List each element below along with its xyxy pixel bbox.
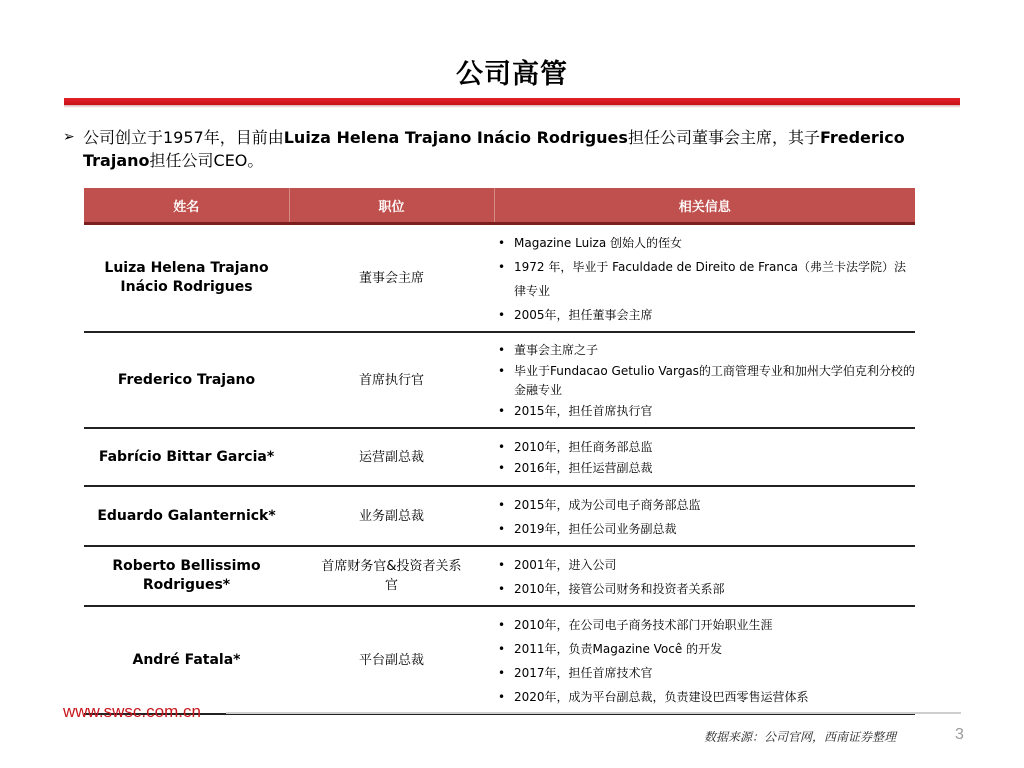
table-row: [84, 428, 915, 486]
info-text: 2015年，担任首席执行官: [514, 404, 653, 418]
executive-position: [289, 606, 494, 714]
info-text: 2020年，成为平台副总裁，负责建设巴西零售运营体系: [514, 690, 809, 704]
info-text: 2011年，负责Magazine Você 的开发: [514, 642, 723, 656]
executive-position: [289, 428, 494, 486]
info-item: [494, 459, 915, 478]
name-line: Frederico Trajano: [117, 371, 256, 388]
footer-divider: [226, 712, 961, 714]
info-item: [494, 661, 915, 685]
bullet-icon: •: [498, 364, 506, 378]
intro-part3: 担任公司CEO。: [149, 151, 264, 170]
position-line: 运营副总裁: [358, 449, 424, 465]
executive-name: [84, 486, 289, 546]
intro-part1: 公司创立于1957年，目前由: [83, 128, 284, 147]
info-text: 2010年，在公司电子商务技术部门开始职业生涯: [514, 618, 773, 632]
intro-part2: 担任公司董事会主席，其子: [627, 128, 820, 147]
info-text: 毕业于Fundacao Getulio Vargas的工商管理专业和加州大学伯克利分校的金融专业: [514, 364, 915, 397]
info-text: 2015年，成为公司电子商务部总监: [514, 498, 701, 512]
info-item: [494, 438, 915, 457]
executive-info: [494, 546, 915, 606]
name-line: Rodrigues*: [142, 577, 231, 593]
bullet-icon: •: [498, 690, 506, 704]
position-line: 官: [384, 578, 398, 593]
info-item: [494, 402, 915, 421]
info-item: [494, 493, 915, 517]
executive-position: [289, 332, 494, 428]
info-text: 2010年，接管公司财务和投资者关系部: [514, 582, 725, 596]
header-name: 姓名: [84, 188, 289, 224]
executive-info: [494, 606, 915, 714]
bullet-icon: •: [498, 343, 506, 357]
position-line: 平台副总裁: [358, 652, 424, 668]
info-text: Magazine Luiza 创始人的侄女: [514, 236, 682, 250]
table-header-row: [84, 188, 915, 224]
intro-text: [83, 126, 963, 172]
info-item: [494, 255, 915, 303]
info-item: [494, 553, 915, 577]
info-item: [494, 303, 915, 327]
executive-info: [494, 224, 915, 333]
table-row: [84, 332, 915, 428]
bullet-icon: •: [498, 260, 506, 274]
executives-table: [84, 188, 915, 715]
name-line: Fabrício Bittar Garcia*: [98, 448, 275, 465]
executive-name: [84, 332, 289, 428]
info-text: 2016年，担任运营副总裁: [514, 461, 653, 475]
intro-name2: Frederico Trajano: [83, 128, 905, 170]
position-line: 业务副总裁: [358, 508, 424, 524]
bullet-icon: •: [498, 582, 506, 596]
info-item: [494, 362, 915, 400]
name-line: Roberto Bellissimo: [112, 558, 261, 574]
executive-position: [289, 546, 494, 606]
executive-info: [494, 428, 915, 486]
executive-name: [84, 606, 289, 714]
footer-source-note: 数据来源：公司官网，西南证券整理: [704, 730, 897, 744]
header-info: 相关信息: [494, 188, 915, 224]
info-text: 2017年，担任首席技术官: [514, 666, 653, 680]
title-underline-bar: [64, 98, 960, 105]
info-item: [494, 577, 915, 601]
info-item: [494, 685, 915, 709]
page-number: 3: [955, 726, 964, 743]
position-line: 首席财务官&投资者关系: [321, 559, 462, 574]
position-line: 首席执行官: [358, 372, 424, 388]
name-line: Eduardo Galanternick*: [97, 507, 276, 524]
title-underline-shadow: [64, 105, 960, 108]
info-text: 2010年，担任商务部总监: [514, 440, 653, 454]
bullet-icon: •: [498, 236, 506, 250]
intro-name1: Luiza Helena Trajano Inácio Rodrigues: [283, 128, 628, 147]
footer-website-link[interactable]: www.swsc.com.cn: [63, 702, 201, 721]
name-line: Inácio Rodrigues: [120, 279, 253, 295]
info-item: [494, 517, 915, 541]
bullet-icon: •: [498, 642, 506, 656]
executive-info: [494, 332, 915, 428]
info-text: 1972 年，毕业于 Faculdade de Direito de Franca（弗兰卡法学院）法律专业: [514, 260, 906, 298]
header-position: 职位: [289, 188, 494, 224]
intro-paragraph: [63, 126, 963, 172]
executive-position: [289, 224, 494, 333]
info-item: [494, 613, 915, 637]
info-text: 董事会主席之子: [514, 343, 599, 357]
name-line: André Fatala*: [132, 651, 241, 668]
executive-name: [84, 428, 289, 486]
page-title: 公司高管: [456, 59, 568, 90]
table-row: [84, 224, 915, 333]
info-item: [494, 231, 915, 255]
table-row: [84, 486, 915, 546]
name-line: Luiza Helena Trajano: [104, 260, 269, 276]
executive-name: [84, 224, 289, 333]
info-text: 2005年，担任董事会主席: [514, 308, 653, 322]
bullet-icon: •: [498, 618, 506, 632]
table-row: [84, 606, 915, 714]
bullet-icon: •: [498, 666, 506, 680]
bullet-icon: •: [498, 461, 506, 475]
position-line: 董事会主席: [358, 270, 424, 286]
bullet-icon: •: [498, 404, 506, 418]
bullet-icon: •: [498, 440, 506, 454]
info-item: [494, 341, 915, 360]
executive-name: [84, 546, 289, 606]
bullet-icon: •: [498, 498, 506, 512]
table-row: [84, 546, 915, 606]
info-item: [494, 637, 915, 661]
bullet-icon: •: [498, 558, 506, 572]
bullet-icon: •: [498, 522, 506, 536]
info-text: 2019年，担任公司业务副总裁: [514, 522, 677, 536]
arrow-bullet-icon: ➢: [63, 129, 75, 145]
bullet-icon: •: [498, 308, 506, 322]
executive-info: [494, 486, 915, 546]
info-text: 2001年，进入公司: [514, 558, 617, 572]
executive-position: [289, 486, 494, 546]
